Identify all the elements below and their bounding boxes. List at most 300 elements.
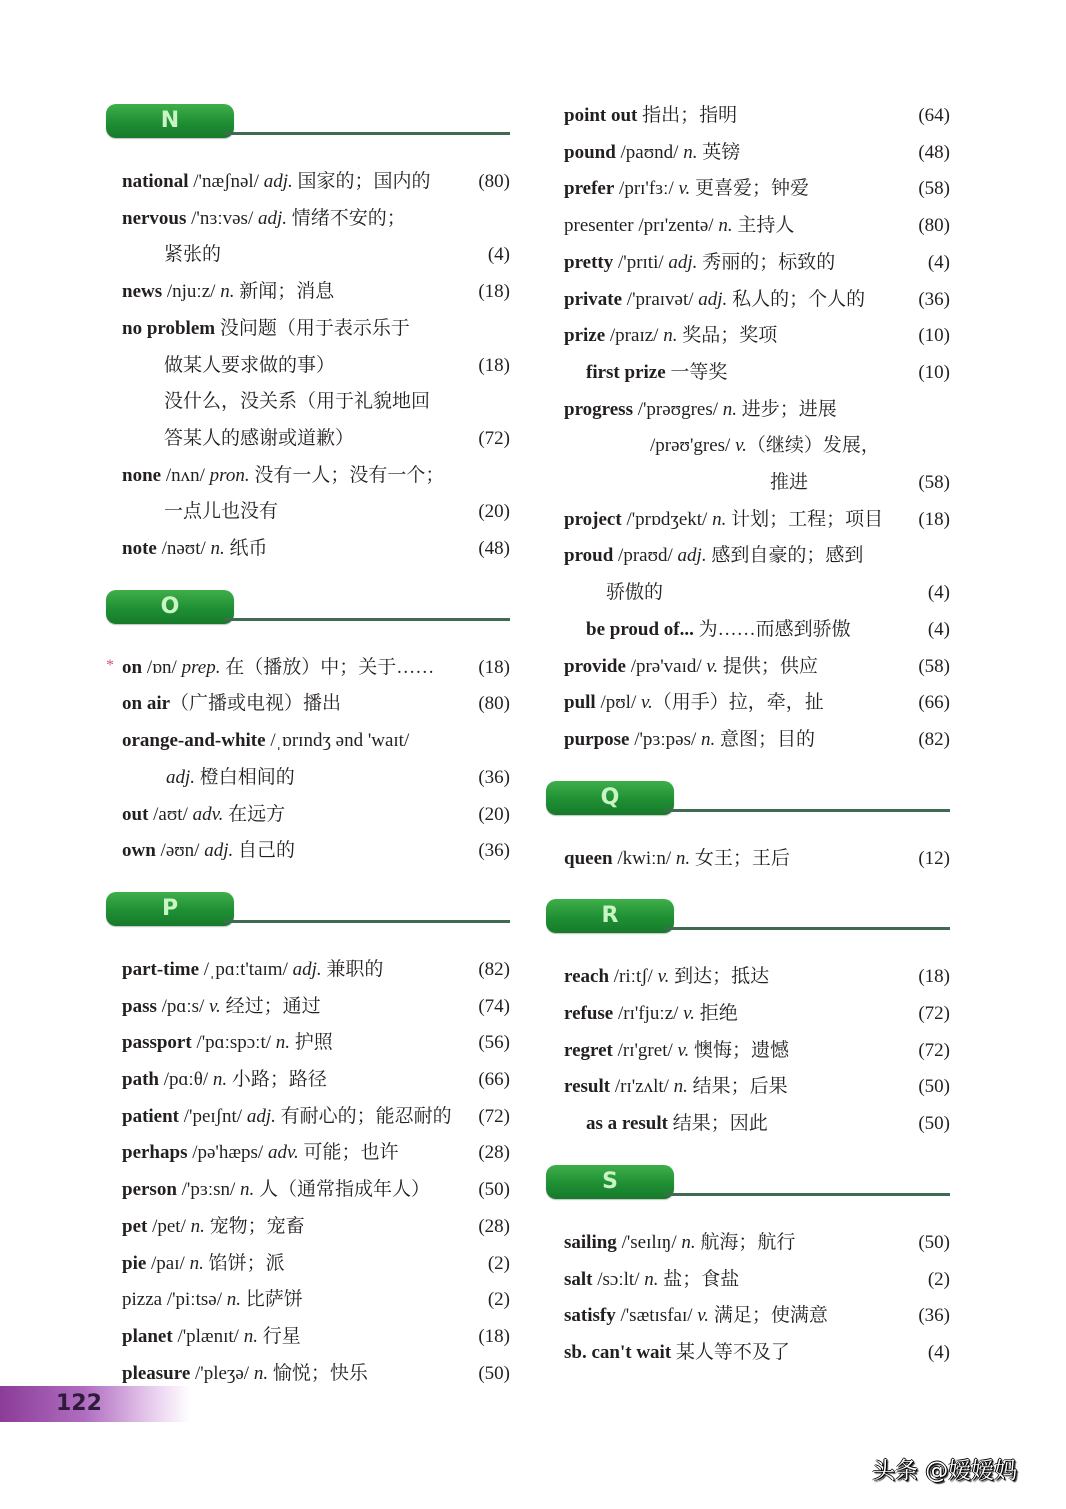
phonetic: /'prɒdʒekt/ <box>621 508 713 530</box>
page-reference: (18) <box>918 966 950 988</box>
page-reference: (66) <box>478 1069 510 1091</box>
page-reference: (82) <box>478 958 510 980</box>
definition: 某人等不及了 <box>671 1341 790 1363</box>
definition: 经过；通过 <box>220 995 321 1017</box>
definition: 一等奖 <box>665 361 728 383</box>
definition: 有耐心的；能忍耐的 <box>275 1105 452 1127</box>
definition: 计划；工程；项目 <box>726 508 884 530</box>
phonetic: /aʊt/ <box>148 803 193 825</box>
part-of-speech: v. <box>640 692 653 714</box>
glossary-entry <box>546 1298 950 1335</box>
phonetic: /nʌn/ <box>161 464 210 486</box>
definition: 国家的；国内的 <box>292 171 431 192</box>
headword: presenter <box>564 215 634 237</box>
part-of-speech: v. <box>706 655 719 677</box>
phonetic: /paɪ/ <box>146 1252 190 1274</box>
phonetic: /prɪ'zentə/ <box>633 215 719 237</box>
part-of-speech: adj. <box>292 958 322 980</box>
page-reference: (58) <box>918 472 950 494</box>
definition: 可能；也许 <box>298 1142 399 1164</box>
part-of-speech: n. <box>644 1268 659 1290</box>
headword: pull <box>564 692 596 714</box>
part-of-speech: pron. <box>209 464 250 486</box>
letter-tab: R <box>546 899 674 933</box>
headword: person <box>122 1179 177 1201</box>
page-reference: (18) <box>478 354 510 376</box>
phonetic: /'peɪʃnt/ <box>179 1105 247 1127</box>
headword: be proud of... <box>586 618 694 640</box>
entries-s <box>546 1225 950 1372</box>
page-reference: (72) <box>478 427 510 449</box>
part-of-speech: n. <box>189 1252 204 1274</box>
glossary-entry <box>106 348 510 385</box>
section-header-s <box>546 1165 950 1201</box>
part-of-speech: adv. <box>192 803 224 825</box>
glossary-entry <box>106 1062 510 1099</box>
headword: result <box>564 1076 611 1098</box>
definition: 没有一人；没有一个； <box>249 464 445 486</box>
phonetic: /pɑːs/ <box>156 995 210 1017</box>
glossary-entry <box>546 1225 950 1262</box>
page-reference: (80) <box>918 215 950 237</box>
page-reference: (58) <box>918 178 950 200</box>
phonetic: /prəʊ'gres/ <box>650 435 736 457</box>
definition-continued: 推进 <box>770 472 809 494</box>
definition-continued: 骄傲的 <box>606 582 664 604</box>
page-reference: (50) <box>918 1076 950 1098</box>
definition: 英镑 <box>697 141 741 163</box>
definition: 行星 <box>257 1325 301 1347</box>
part-of-speech: n. <box>718 215 733 237</box>
letter-tab: Q <box>546 781 674 815</box>
part-of-speech: n. <box>663 325 678 347</box>
phonetic: /'næʃnəl/ <box>188 171 264 192</box>
glossary-entry <box>546 996 950 1033</box>
headword: salt <box>564 1268 593 1290</box>
headword: satisfy <box>564 1305 616 1327</box>
page-number-bar <box>0 1386 190 1422</box>
glossary-entry <box>106 1282 510 1319</box>
phonetic: /njuːz/ <box>162 281 221 303</box>
part-of-speech: adj. <box>263 171 293 192</box>
headword: first prize <box>586 361 666 383</box>
phonetic: /'sætɪsfaɪ/ <box>615 1305 698 1327</box>
phonetic: /praɪz/ <box>605 325 664 347</box>
part-of-speech: prep. <box>181 656 221 678</box>
glossary-entry <box>546 841 950 878</box>
page-reference: (18) <box>478 281 510 303</box>
phonetic: /'prɪti/ <box>613 251 669 273</box>
glossary-entry <box>106 650 510 687</box>
phonetic: /'prəʊgres/ <box>632 398 723 420</box>
headword: path <box>122 1069 159 1091</box>
headword: queen <box>564 847 613 869</box>
page-reference: (50) <box>918 1231 950 1253</box>
glossary-entry <box>546 1335 950 1372</box>
definition: 到达；抵达 <box>669 966 770 988</box>
page-reference: (50) <box>918 1113 950 1135</box>
definition-continued: 答某人的感谢或道歉） <box>164 427 355 449</box>
section-rule <box>224 132 510 135</box>
definition: 橙白相间的 <box>195 766 295 788</box>
page-reference: (28) <box>478 1142 510 1164</box>
part-of-speech: n. <box>210 538 225 560</box>
phonetic: /ˌɒrɪndʒ ənd 'waɪt/ <box>265 730 410 752</box>
phonetic: /pʊl/ <box>595 692 641 714</box>
definition: 宠物；宠畜 <box>204 1215 305 1237</box>
part-of-speech: n. <box>190 1215 205 1237</box>
part-of-speech: n. <box>253 1362 269 1384</box>
headword: point out <box>564 105 638 126</box>
entries-p <box>106 952 510 1392</box>
definition: （广播或电视）播出 <box>170 693 342 715</box>
phonetic: /ɒn/ <box>142 656 182 678</box>
glossary-entry <box>546 208 950 245</box>
phonetic: /prə'vaɪd/ <box>625 655 707 677</box>
section-header-p <box>106 892 510 928</box>
entries-o <box>106 650 510 870</box>
page-reference: (36) <box>478 766 510 788</box>
glossary-entry <box>546 538 950 575</box>
glossary-entry <box>106 164 510 201</box>
page-reference: (36) <box>918 288 950 310</box>
letter-tab: O <box>106 590 234 624</box>
glossary-entry <box>546 318 950 355</box>
glossary-entry <box>106 989 510 1026</box>
phonetic: /pɑːθ/ <box>158 1069 213 1091</box>
phonetic: /'pɜːsn/ <box>176 1179 241 1201</box>
glossary-entry <box>106 1025 510 1062</box>
part-of-speech: adv. <box>267 1142 299 1164</box>
glossary-entry <box>106 760 510 797</box>
phonetic: /'plænɪt/ <box>172 1325 244 1347</box>
glossary-entry <box>546 355 950 392</box>
phonetic: /'seɪlɪŋ/ <box>616 1231 682 1253</box>
definition: 提供；供应 <box>718 655 818 677</box>
glossary-entry <box>546 98 950 135</box>
part-of-speech: adj. <box>677 545 707 567</box>
definition: 结果；因此 <box>667 1113 768 1135</box>
headword: pound <box>564 141 616 163</box>
definition: 懊悔；遗憾 <box>689 1039 790 1061</box>
phonetic: /rɪ'fjuːz/ <box>613 1003 684 1025</box>
headword: orange-and-white <box>122 730 266 752</box>
glossary-entry <box>546 245 950 282</box>
phonetic: /rɪ'gret/ <box>612 1039 678 1061</box>
page-reference: (36) <box>918 1305 950 1327</box>
phonetic: /sɔːlt/ <box>592 1268 645 1290</box>
part-of-speech: adj. <box>257 207 288 229</box>
glossary-entry <box>106 686 510 723</box>
page-reference: (4) <box>927 582 950 604</box>
page-reference: (10) <box>918 325 950 347</box>
headword: own <box>122 840 156 862</box>
definition: 在（播放）中；关于…… <box>220 656 435 678</box>
page-reference: (74) <box>478 995 510 1017</box>
part-of-speech: n. <box>212 1069 228 1091</box>
glossary-entry <box>546 135 950 172</box>
glossary-entry <box>546 1069 950 1106</box>
letter-tab: P <box>106 892 234 926</box>
definition: 兼职的 <box>321 958 384 980</box>
definition: 满足；使满意 <box>709 1305 828 1327</box>
definition: 结果；后果 <box>687 1076 788 1098</box>
glossary-entry <box>546 502 950 539</box>
page-reference: (28) <box>478 1215 510 1237</box>
glossary-entry <box>106 311 510 348</box>
entries-q <box>546 841 950 878</box>
page-reference: (4) <box>927 618 950 640</box>
page-reference: (4) <box>927 1341 950 1363</box>
page-reference: (18) <box>918 508 950 530</box>
phonetic: /'pɑːspɔːt/ <box>191 1032 276 1054</box>
definition: 奖品；奖项 <box>677 325 778 347</box>
headword: pleasure <box>122 1362 191 1384</box>
section-rule <box>224 920 510 923</box>
headword: project <box>564 508 622 530</box>
definition: 纸币 <box>224 538 268 560</box>
glossary-entry <box>546 1106 950 1143</box>
part-of-speech: adj. <box>668 251 698 273</box>
page-reference: (36) <box>478 840 510 862</box>
section-rule <box>224 618 510 621</box>
glossary-entry <box>106 1099 510 1136</box>
headword: provide <box>564 655 626 677</box>
definition: 感到自豪的；感到 <box>706 545 864 567</box>
definition-continued: 紧张的 <box>164 244 222 266</box>
definition: 进步；进展 <box>737 398 837 420</box>
entries-r <box>546 959 950 1143</box>
page-reference: (80) <box>478 171 510 192</box>
part-of-speech: adj. <box>204 840 234 862</box>
phonetic: /kwiːn/ <box>612 847 676 869</box>
glossary-entry <box>106 1209 510 1246</box>
definition: 自己的 <box>233 840 296 862</box>
page-reference: (18) <box>478 656 510 678</box>
part-of-speech: n. <box>683 141 698 163</box>
glossary-entry <box>546 392 950 429</box>
headword: pretty <box>564 251 614 273</box>
glossary-entry <box>106 237 510 274</box>
definition: 女王；王后 <box>690 847 790 869</box>
part-of-speech: n. <box>275 1032 291 1054</box>
headword: proud <box>564 545 614 567</box>
phonetic: /'nɜːvəs/ <box>186 207 258 229</box>
headword: prize <box>564 325 606 347</box>
headword: purpose <box>564 728 630 750</box>
right-column <box>546 98 950 1372</box>
headword: pet <box>122 1215 148 1237</box>
definition: 秀丽的；标致的 <box>697 251 836 273</box>
glossary-entry <box>106 421 510 458</box>
definition: 指出；指明 <box>637 105 738 126</box>
headword: progress <box>564 398 633 420</box>
star-marker-icon: * <box>106 656 114 674</box>
page-reference: (20) <box>478 501 510 523</box>
phonetic: /'pɜːpəs/ <box>629 728 702 750</box>
part-of-speech: n. <box>240 1179 255 1201</box>
page-reference: (18) <box>478 1325 510 1347</box>
glossary-entry <box>106 1319 510 1356</box>
definition: 航海；航行 <box>695 1231 796 1253</box>
headword: on <box>122 656 143 678</box>
glossary-entry <box>546 612 950 649</box>
left-column <box>106 104 510 1392</box>
definition-continued: 做某人要求做的事） <box>164 354 336 376</box>
definition: 在远方 <box>223 803 286 825</box>
part-of-speech: n. <box>673 1076 688 1098</box>
page-reference: (12) <box>918 847 950 869</box>
page-reference: (82) <box>918 728 950 750</box>
part-of-speech: n. <box>681 1231 696 1253</box>
definition: 更喜爱；钟爱 <box>690 178 810 200</box>
glossary-entry <box>106 1135 510 1172</box>
part-of-speech: n. <box>675 847 691 869</box>
phonetic: /riːtʃ/ <box>609 966 658 988</box>
phonetic: /pet/ <box>147 1215 191 1237</box>
headword: no problem <box>122 317 216 339</box>
page-reference: (2) <box>487 1289 510 1311</box>
phonetic: /ˌpɑːt'taɪm/ <box>199 958 293 980</box>
definition: 馅饼；派 <box>203 1252 285 1274</box>
definition: 人（通常指成年人） <box>254 1179 431 1201</box>
page-reference: (80) <box>478 693 510 715</box>
section-rule <box>664 809 950 812</box>
glossary-entry <box>546 1262 950 1299</box>
definition: 新闻；消息 <box>234 281 335 303</box>
definition: 主持人 <box>732 215 795 237</box>
watermark: 头条 @嫒嫒妈 <box>872 1458 1018 1484</box>
page-reference: (20) <box>478 803 510 825</box>
glossary-entry <box>106 1172 510 1209</box>
headword: patient <box>122 1105 179 1127</box>
part-of-speech: adj. <box>698 288 728 310</box>
page-reference: (48) <box>918 141 950 163</box>
headword: out <box>122 803 149 825</box>
page-reference: (72) <box>918 1003 950 1025</box>
headword: on air <box>122 693 171 715</box>
glossary-entry <box>106 274 510 311</box>
headword: part-time <box>122 958 200 980</box>
glossary-entry <box>106 494 510 531</box>
headword: refuse <box>564 1003 614 1025</box>
glossary-entry <box>106 797 510 834</box>
section-header-n <box>106 104 510 140</box>
definition: （继续）发展， <box>746 435 880 457</box>
definition: 意图；目的 <box>715 728 816 750</box>
headword: prefer <box>564 178 615 200</box>
definition: 小路；路径 <box>227 1069 327 1091</box>
definition: 拒绝 <box>694 1003 738 1025</box>
page-reference: (50) <box>478 1179 510 1201</box>
glossary-entry <box>546 171 950 208</box>
headword: pie <box>122 1252 147 1274</box>
glossary-entry <box>546 465 950 502</box>
part-of-speech: v. <box>657 966 670 988</box>
page-reference: (48) <box>478 538 510 560</box>
section-header-r <box>546 899 950 935</box>
headword: none <box>122 464 162 486</box>
glossary-entry <box>106 833 510 870</box>
part-of-speech: n. <box>226 1289 241 1311</box>
headword: reach <box>564 966 610 988</box>
glossary-entry <box>546 282 950 319</box>
glossary-entry <box>546 685 950 722</box>
page-reference: (56) <box>478 1032 510 1054</box>
glossary-entry <box>546 722 950 759</box>
page-reference: (72) <box>478 1105 510 1127</box>
glossary-entry <box>106 384 510 421</box>
glossary-entry <box>106 723 510 760</box>
section-header-q <box>546 781 950 817</box>
part-of-speech: n. <box>712 508 727 530</box>
letter-tab: N <box>106 104 234 138</box>
entries-p-continued <box>546 98 950 759</box>
headword: nervous <box>122 207 187 229</box>
definition: 为……而感到骄傲 <box>693 618 851 640</box>
definition: 情绪不安的； <box>287 207 406 229</box>
part-of-speech: adj. <box>166 766 196 788</box>
phonetic: /praʊd/ <box>613 545 678 567</box>
phonetic: /əʊn/ <box>155 840 205 862</box>
definition: 盐；食盐 <box>658 1268 740 1290</box>
definition-continued: 一点儿也没有 <box>164 501 279 523</box>
phonetic: /rɪ'zʌlt/ <box>610 1076 674 1098</box>
section-rule <box>664 1193 950 1196</box>
glossary-entry <box>546 428 950 465</box>
definition-continued: 没什么，没关系（用于礼貌地回 <box>164 391 431 413</box>
glossary-entry <box>546 1033 950 1070</box>
phonetic: /'praɪvət/ <box>622 288 699 310</box>
headword: perhaps <box>122 1142 188 1164</box>
headword: sb. can't wait <box>564 1341 672 1363</box>
section-rule <box>664 927 950 930</box>
part-of-speech: n. <box>220 281 235 303</box>
page-reference: (2) <box>487 1252 510 1274</box>
glossary-entry <box>546 959 950 996</box>
part-of-speech: v. <box>683 1003 695 1025</box>
headword: as a result <box>586 1113 668 1135</box>
headword: sailing <box>564 1231 617 1253</box>
headword: passport <box>122 1032 192 1054</box>
headword: private <box>564 288 623 310</box>
part-of-speech: n. <box>243 1325 258 1347</box>
definition: 愉悦；快乐 <box>268 1362 368 1384</box>
headword: pass <box>122 995 157 1017</box>
phonetic: /prɪ'fɜː/ <box>614 178 679 200</box>
section-header-o <box>106 590 510 626</box>
letter-tab: S <box>546 1165 674 1199</box>
definition: 私人的；个人的 <box>727 288 866 310</box>
page-number: 122 <box>56 1391 102 1416</box>
headword: planet <box>122 1325 173 1347</box>
headword: regret <box>564 1039 613 1061</box>
part-of-speech: v. <box>697 1305 710 1327</box>
page-reference: (4) <box>487 244 510 266</box>
definition: （用手）拉，牵，扯 <box>652 692 824 714</box>
headword: note <box>122 538 157 560</box>
glossary-entry <box>546 575 950 612</box>
glossary-entry <box>106 1246 510 1283</box>
page-reference: (4) <box>927 251 950 273</box>
page-reference: (50) <box>478 1362 510 1384</box>
part-of-speech: v. <box>735 435 747 457</box>
page-reference: (10) <box>918 361 950 383</box>
headword: pizza <box>122 1289 163 1311</box>
part-of-speech: v. <box>677 1039 690 1061</box>
glossary-entry <box>546 649 950 686</box>
phonetic: /'pleʒə/ <box>190 1362 254 1384</box>
